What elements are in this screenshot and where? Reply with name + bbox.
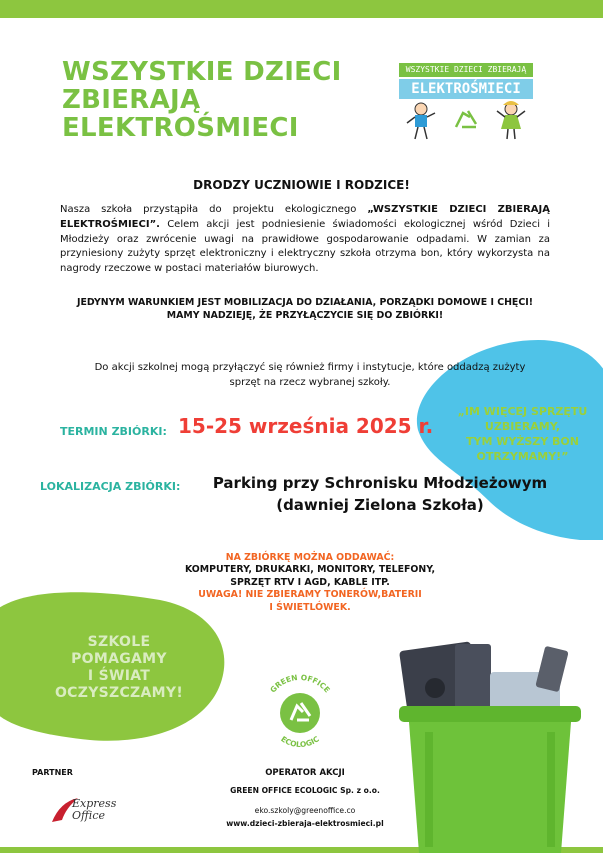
collection-location-label: LOKALIZACJA ZBIÓRKI: — [40, 480, 181, 493]
slogan-line-1: SZKOLE — [87, 634, 151, 650]
warning-line-2: MAMY NADZIEJĘ, ŻE PRZYŁĄCZYCIE SIĘ DO ZBIÓRKI! — [166, 310, 444, 321]
eco-logo-top-text: GREEN OFFICE — [268, 672, 332, 695]
excluded-items-line-2: I ŚWIETLÓWEK. — [269, 601, 351, 613]
firms-info — [60, 360, 560, 390]
title-line-1: WSZYSTKIE DZIECI — [62, 57, 342, 87]
accepted-items-header: NA ZBIÓRKĘ MOŻNA ODDAWAĆ: — [225, 552, 395, 563]
express-office-logo — [50, 790, 130, 835]
logo-main-text: ELEKTROŚMIECI — [399, 79, 533, 99]
svg-text:GREEN OFFICE — [268, 673, 331, 695]
firms-line-2: sprzęt na rzecz wybranej szkoły. — [229, 377, 391, 388]
page-title — [62, 58, 382, 142]
green-office-ecologic-logo — [255, 668, 345, 758]
firms-line-1: Do akcji szkolnej mogą przyłączyć się również firmy i instytucje, które oddadzą zużyty — [94, 362, 526, 373]
intro-project-name: „WSZYSTKIE DZIECI ZBIERAJĄ ELEKTROŚMIECI”. — [60, 204, 550, 230]
operator-email-link[interactable]: eko.szkoly@greenoffice.co — [254, 806, 356, 815]
logo-top-text: WSZYSTKIE DZIECI ZBIERAJĄ — [399, 63, 533, 77]
accepted-items-line-2: SPRZĘT RTV I AGD, KABLE ITP. — [230, 576, 390, 588]
recycling-bin-illustration — [395, 640, 585, 853]
collection-location-value — [190, 472, 570, 516]
express-brand-line1: Express — [72, 797, 117, 810]
operator-website-link[interactable]: www.dzieci-zbieraja-elektrosmieci.pl — [226, 819, 384, 828]
warning-line-1: JEDYNYM WARUNKIEM JEST MOBILIZACJA DO DZIAŁANIA, PORZĄDKI DOMOWE I CHĘCI! — [77, 297, 533, 308]
top-accent-bar — [0, 0, 603, 18]
slogan-line-4: OCZYSZCZAMY! — [54, 685, 183, 701]
collection-date-label: TERMIN ZBIÓRKI: — [60, 425, 167, 438]
mobilization-note — [40, 296, 570, 322]
bonus-quote — [440, 404, 603, 464]
partner-label: PARTNER — [32, 768, 73, 777]
quote-line-1: „IM WIĘCEJ SPRZĘTU — [457, 405, 588, 418]
excluded-items-line-1: UWAGA! NIE ZBIERAMY TONERÓW,BATERII — [198, 589, 422, 601]
slogan-line-2: POMAGAMY — [71, 651, 167, 667]
operator-name: GREEN OFFICE ECOLOGIC Sp. z o.o. — [230, 786, 380, 795]
location-line-2: (dawniej Zielona Szkoła) — [276, 496, 484, 514]
operator-header: OPERATOR AKCJI — [265, 768, 345, 778]
quote-line-4: OTRZYMAMY!” — [476, 450, 569, 463]
intro-paragraph — [60, 203, 550, 277]
svg-text:ECOLOGIC — [279, 734, 321, 749]
logo-kids-recycle-icon — [393, 99, 539, 145]
help-slogan — [40, 634, 198, 702]
quote-line-3: TYM WYŻSZY BON — [466, 435, 579, 448]
slogan-line-3: I ŚWIAT — [87, 668, 151, 684]
title-line-2: ZBIERAJĄ — [62, 85, 201, 115]
title-line-3: ELEKTROŚMIECI — [62, 113, 299, 143]
location-line-1: Parking przy Schronisku Młodzieżowym — [212, 474, 548, 492]
eco-logo-bottom-text: ECOLOGIC — [279, 734, 321, 750]
express-brand-line2: Office — [72, 809, 105, 822]
intro-text-1: Nasza szkoła przystąpiła do projektu ekologicznego — [60, 204, 368, 215]
intro-text-2: Celem akcji jest podniesienie świadomości ekologicznej wśród Dzieci i Młodzieży oraz zwrócenie uwagi na prawidłowe gospodarowanie odpadami. W zamian za przyniesiony zużyty sprzęt elektroniczny i elektryczny szkoła otrzyma bon, który wykorzysta na nagrody rzeczowe w postaci materiałów biurowych. — [60, 218, 550, 275]
campaign-logo — [393, 63, 539, 145]
collection-date-value: 15-25 września 2025 r. — [178, 414, 434, 438]
quote-line-2: UZBIERAMY, — [484, 420, 561, 433]
accepted-items-line-1: KOMPUTERY, DRUKARKI, MONITORY, TELEFONY, — [184, 564, 436, 576]
greeting-heading: DRODZY UCZNIOWIE I RODZICE! — [193, 178, 410, 192]
